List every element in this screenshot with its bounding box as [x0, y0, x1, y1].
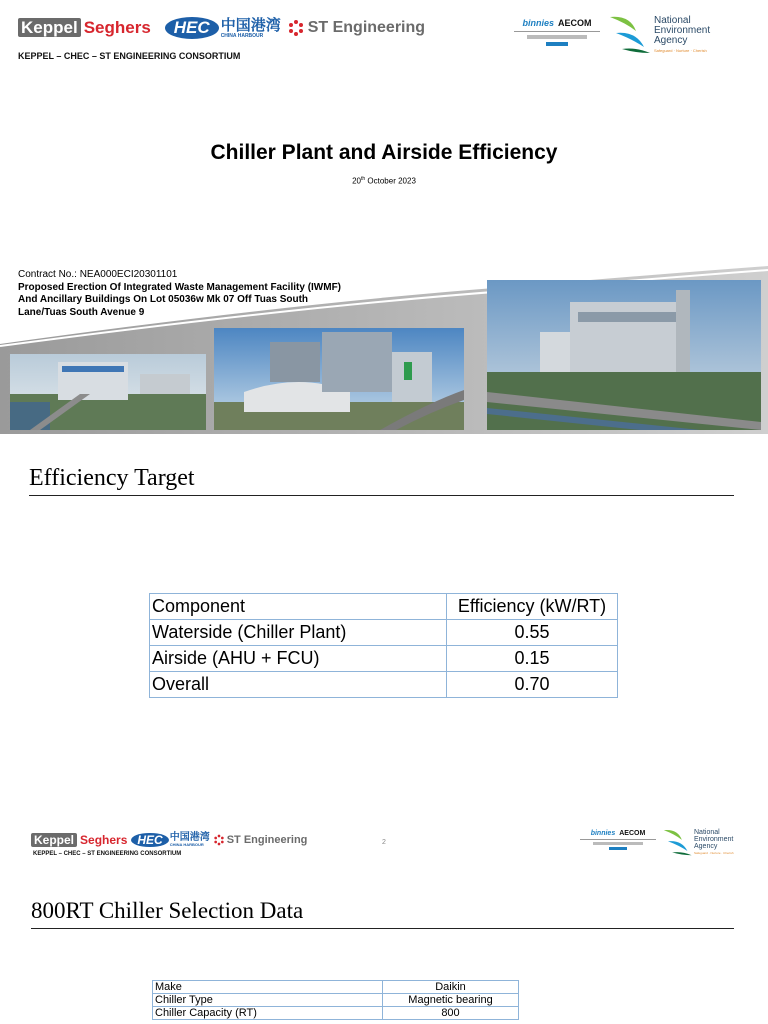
table-header-row: Component Efficiency (kW/RT): [150, 594, 618, 620]
contract-info: [18, 269, 378, 319]
consortium-label: KEPPEL – CHEC – ST ENGINEERING CONSORTIUM: [18, 51, 241, 61]
binnies-aecom-logo: binnies AECOM: [512, 18, 602, 46]
table-row: Chiller Capacity (RT) 800: [153, 1007, 519, 1020]
keppel-seghers-logo: Keppel Seghers: [18, 18, 151, 38]
consortium-label: KEPPEL – CHEC – ST ENGINEERING CONSORTIUM: [33, 851, 182, 857]
rendering-photo-left: [10, 354, 206, 430]
project-line-2: And Ancillary Buildings On Lot 05036w Mk 07 Off Tuas South: [18, 294, 309, 305]
chec-logo: HEC 中国港湾 CHINA HARBOUR: [131, 833, 209, 847]
chec-logo: HEC 中国港湾 CHINA HARBOUR: [165, 17, 281, 39]
rendering-photo-right: [487, 280, 761, 430]
nea-leaf-icon: [606, 13, 652, 55]
header-logos: [31, 833, 307, 847]
table-row: Airside (AHU + FCU) 0.15: [150, 646, 618, 672]
keppel-seghers-logo: Keppel Seghers: [31, 833, 127, 847]
table-row: Waterside (Chiller Plant) 0.55: [150, 620, 618, 646]
section-divider: [31, 928, 734, 929]
project-line-3: Lane/Tuas South Avenue 9: [18, 306, 145, 318]
chiller-selection-table: [152, 980, 519, 1020]
section-title: 800RT Chiller Selection Data: [31, 898, 304, 923]
table-row: Chiller Type Magnetic bearing: [153, 994, 519, 1007]
rendering-photo-center: [214, 328, 464, 430]
st-engineering-logo: ST Engineering: [287, 19, 425, 37]
header-logos: [18, 17, 425, 39]
contract-number: Contract No.: NEA000ECI20301101: [18, 269, 178, 280]
binnies-aecom-logo: binnies AECOM: [578, 830, 658, 850]
presentation-title: Chiller Plant and Airside Efficiency: [210, 141, 558, 164]
table-row: Overall 0.70: [150, 672, 618, 698]
section-divider: [29, 495, 734, 496]
project-line-1: Proposed Erection Of Integrated Waste Management Facility (IWMF): [18, 281, 342, 293]
presentation-date: 20th October 2023: [352, 176, 416, 186]
st-engineering-logo: ST Engineering: [213, 834, 308, 846]
table-row: Make Daikin: [153, 981, 519, 994]
nea-logo: National Environment Agency Safeguard · Nurture · Cherish: [606, 13, 710, 55]
page-number: 2: [382, 839, 386, 846]
efficiency-table: [149, 593, 618, 698]
nea-leaf-icon: [661, 827, 693, 857]
st-engineering-mark-icon: [287, 19, 305, 37]
section-title: Efficiency Target: [29, 465, 195, 491]
st-engineering-mark-icon: [213, 834, 225, 846]
nea-logo: National Environment Agency Safeguard · Nurture · Cherish: [661, 827, 734, 857]
